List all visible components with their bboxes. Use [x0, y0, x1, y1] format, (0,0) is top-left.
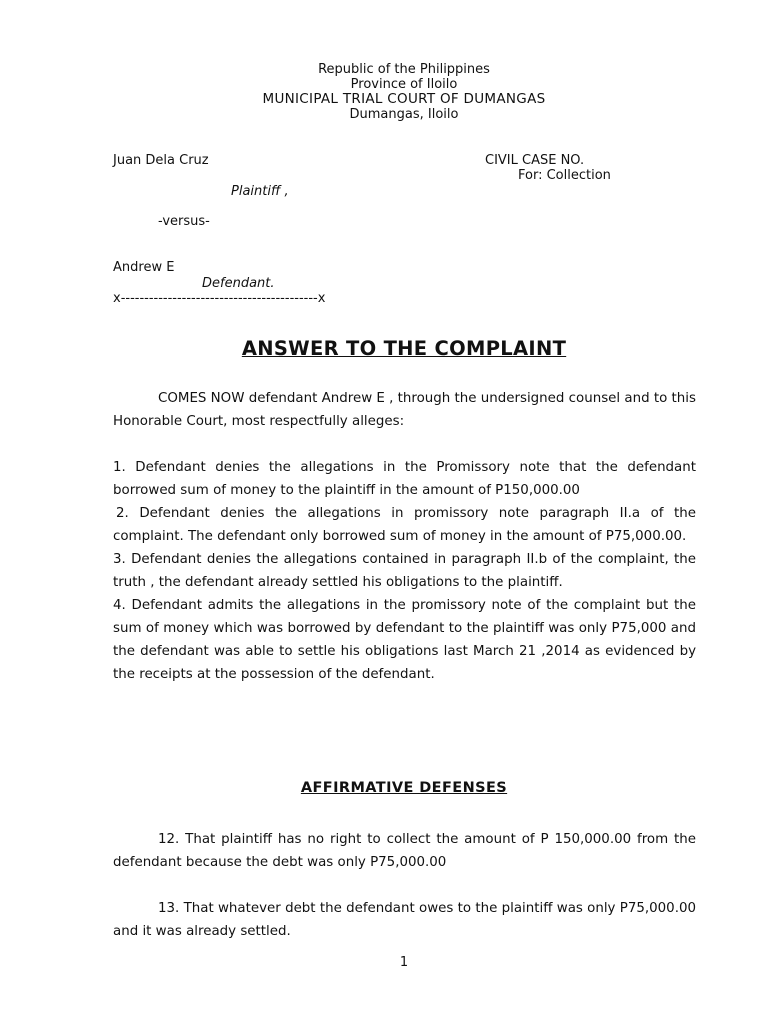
defense-item: 12. That plaintiff has no right to collect the amount of P 150,000.00 from the defendant because the debt was only P75,000.00 — [113, 832, 696, 870]
civil-case-number: CIVIL CASE NO. — [485, 153, 585, 168]
intro-paragraph: COMES NOW defendant Andrew E , through the undersigned counsel and to this Honorable Court, most respectfully alleges: — [113, 391, 696, 429]
plaintiff-name: Juan Dela Cruz — [113, 153, 209, 168]
header-republic: Republic of the Philippines — [318, 62, 490, 77]
allegations-list — [113, 456, 696, 686]
header-court: MUNICIPAL TRIAL COURT OF DUMANGAS — [262, 91, 546, 107]
allegation-item: 3. Defendant denies the allegations contained in paragraph II.b of the complaint, the truth , the defendant already settled his obligations to the plaintiff. — [113, 552, 696, 590]
allegation-item: 1. Defendant denies the allegations in the Promissory note that the defendant borrowed sum of money to the plaintiff in the amount of P150,000.00 — [113, 460, 696, 498]
plaintiff-label: Plaintiff , — [231, 184, 289, 199]
defense-item: 13. That whatever debt the defendant owes to the plaintiff was only P75,000.00 and it was already settled. — [113, 901, 696, 939]
header-province: Province of Iloilo — [350, 77, 458, 92]
versus-text: -versus- — [158, 214, 210, 229]
document-title: ANSWER TO THE COMPLAINT — [241, 337, 567, 360]
affirmative-defenses-title: AFFIRMATIVE DEFENSES — [300, 780, 508, 796]
allegation-item: 4. Defendant admits the allegations in the promissory note of the complaint but the sum of money which was borrowed by defendant to the plaintiff was only P75,000 and the defendant was able to settle his obligations last March 21 ,2014 as evidenced by the receipts at the possession of the defendant. — [113, 598, 696, 682]
defendant-name: Andrew E — [113, 260, 175, 275]
caption-separator: x------------------------------------------x — [113, 291, 326, 306]
defendant-label: Defendant. — [202, 276, 275, 291]
header-location: Dumangas, Iloilo — [349, 107, 459, 122]
allegation-item: 2. Defendant denies the allegations in promissory note paragraph II.a of the complaint. The defendant only borrowed sum of money in the amount of P75,000.00. — [113, 506, 696, 544]
page-number: 1 — [399, 955, 409, 970]
case-nature: For: Collection — [518, 168, 611, 183]
